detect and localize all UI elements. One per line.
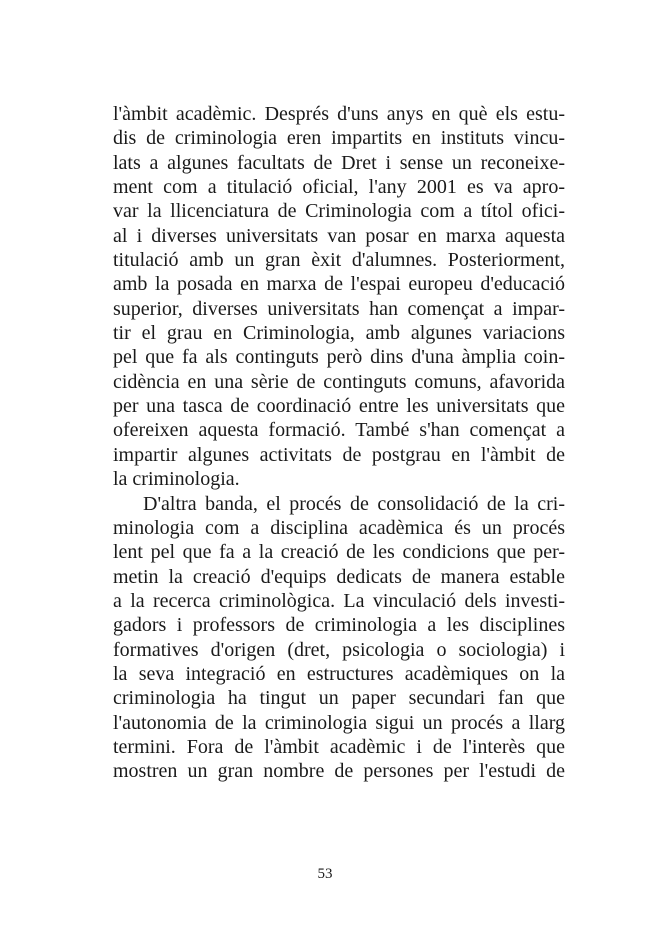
- text-line: formatives d'origen (dret, psicologia o sociologia) i: [113, 638, 565, 661]
- text-line: la criminologia.: [113, 468, 240, 491]
- text-line: superior, diverses universitats han començat a impar-: [113, 297, 565, 320]
- text-line: la seva integració en estructures acadèmiques on la: [113, 662, 565, 685]
- text-line: termini. Fora de l'àmbit acadèmic i de l'interès que: [113, 735, 565, 758]
- text-line: minologia com a disciplina acadèmica és un procés: [113, 516, 565, 539]
- page-number: 53: [317, 866, 333, 882]
- text-line: lats a algunes facultats de Dret i sense un reconeixe-: [113, 151, 565, 174]
- text-line: impartir algunes activitats de postgrau en l'àmbit de: [113, 443, 565, 466]
- text-line: cidència en una sèrie de continguts comuns, afavorida: [113, 370, 565, 393]
- text-line: criminologia ha tingut un paper secundari fan que: [113, 687, 565, 710]
- body-text: [113, 102, 565, 784]
- text-line: l'àmbit acadèmic. Després d'uns anys en què els estu-: [113, 103, 565, 125]
- text-line: D'altra banda, el procés de consolidació de la cri-: [143, 492, 565, 515]
- text-line: ofereixen aquesta formació. També s'han començat a: [113, 419, 565, 442]
- text-line: amb la posada en marxa de l'espai europeu d'educació: [113, 273, 565, 296]
- text-line: tir el grau en Criminologia, amb algunes variacions: [113, 322, 565, 345]
- text-line: dis de criminologia eren impartits en instituts vincu-: [113, 127, 565, 150]
- text-line: titulació amb un gran èxit d'alumnes. Posteriorment,: [113, 249, 565, 272]
- text-line: per una tasca de coordinació entre les universitats que: [113, 395, 565, 418]
- text-line: pel que fa als continguts però dins d'una àmplia coin-: [113, 346, 565, 369]
- text-line: l'autonomia de la criminologia sigui un procés a llarg: [113, 711, 565, 734]
- text-line: al i diverses universitats van posar en marxa aquesta: [113, 224, 565, 247]
- text-line: lent pel que fa a la creació de les condicions que per-: [113, 541, 565, 564]
- text-line: gadors i professors de criminologia a les disciplines: [113, 614, 565, 637]
- text-line: var la llicenciatura de Criminologia com a títol ofici-: [113, 200, 565, 223]
- text-line: a la recerca criminològica. La vinculació dels investi-: [113, 589, 565, 612]
- text-line: mostren un gran nombre de persones per l'estudi de: [113, 760, 565, 783]
- text-line: metin la creació d'equips dedicats de manera estable: [113, 565, 565, 588]
- text-line: ment com a titulació oficial, l'any 2001 es va apro-: [113, 176, 565, 199]
